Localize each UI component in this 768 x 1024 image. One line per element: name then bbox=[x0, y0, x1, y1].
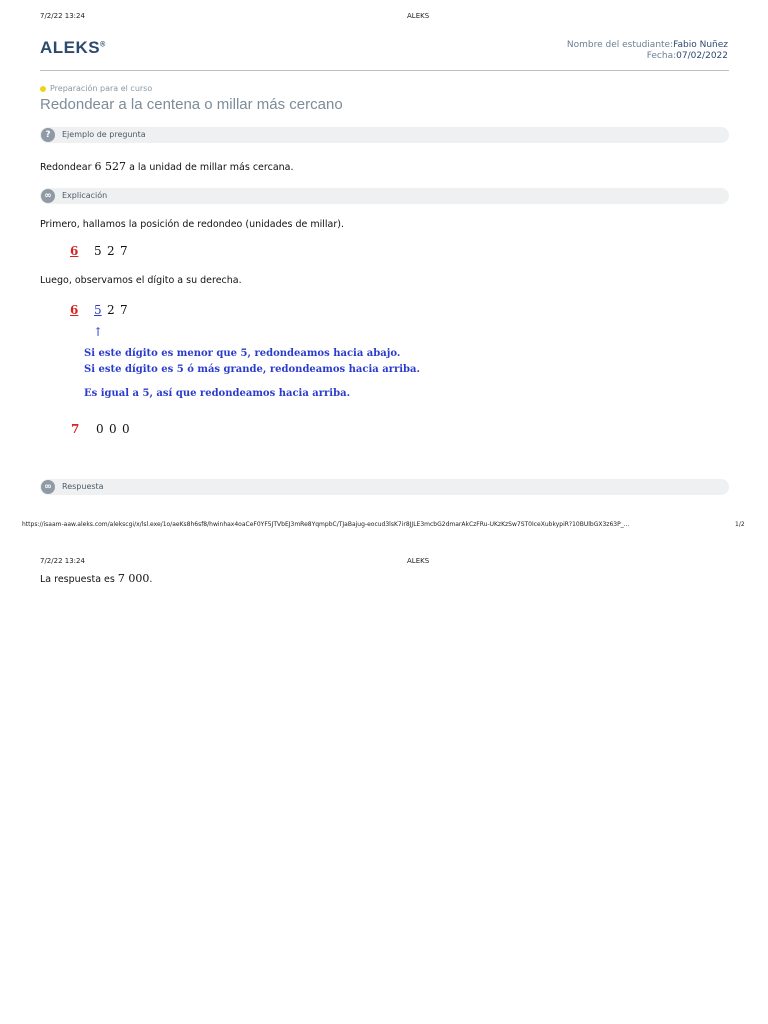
student-info bbox=[567, 40, 728, 62]
answer-section-header bbox=[40, 479, 729, 495]
page-url: https://isaam-aaw.aleks.com/alekscgi/x/lsl.exe/1o/aeKs8h6sf8/hwinhax4oaCeF0YF5JTVbEJ3mRe8YqmpbC/TJaBajug-eocud3lsK7ir8JJLE3mcbG2dmarAkCzFRu-UKzKzSw7ST0IceXubkypiR?10BUlbGX3z63P_... bbox=[22, 521, 630, 528]
row1-digit-thousands: 6 bbox=[70, 244, 79, 258]
logo-mark: ® bbox=[100, 41, 106, 49]
question-section-label: Ejemplo de pregunta bbox=[62, 130, 146, 139]
rule-conclusion: Es igual a 5, así que redondeamos hacia arriba. bbox=[84, 388, 351, 399]
answer-pre: La respuesta es bbox=[40, 574, 115, 585]
row3-digit-thousands: 7 bbox=[71, 422, 80, 436]
row2-digit-thousands: 6 bbox=[70, 303, 79, 317]
page2-print-title: ALEKS bbox=[407, 557, 430, 565]
answer-text bbox=[40, 572, 152, 585]
explanation-section-header bbox=[40, 188, 729, 204]
print-title: ALEKS bbox=[407, 12, 430, 20]
topic-category: Preparación para el curso bbox=[50, 84, 153, 93]
rule-less-than-five: Si este dígito es menor que 5, redondeamos hacia abajo. bbox=[84, 348, 401, 359]
question-pre: Redondear bbox=[40, 162, 92, 173]
question-number: 6 527 bbox=[94, 160, 127, 173]
question-text bbox=[40, 160, 294, 173]
question-post: a la unidad de millar más cercana. bbox=[129, 162, 294, 173]
page2-print-datetime: 7/2/22 13:24 bbox=[40, 557, 85, 565]
explanation-section-label: Explicación bbox=[62, 191, 108, 200]
row1-digit-tens: 2 bbox=[107, 244, 115, 258]
date-value: 07/02/2022 bbox=[676, 51, 728, 61]
explanation-step2: Luego, observamos el dígito a su derecha. bbox=[40, 275, 242, 286]
row3-digit-units: 0 bbox=[122, 422, 130, 436]
rule-five-or-more: Si este dígito es 5 ó más grande, redondeamos hacia arriba. bbox=[84, 364, 421, 375]
row1-digit-units: 7 bbox=[120, 244, 128, 258]
page-number: 1/2 bbox=[735, 521, 745, 528]
answer-section-label: Respuesta bbox=[62, 482, 104, 491]
up-arrow-icon: ↑ bbox=[93, 325, 104, 339]
explanation-icon: ∞ bbox=[41, 189, 55, 203]
print-datetime: 7/2/22 13:24 bbox=[40, 12, 85, 20]
question-section-header bbox=[40, 127, 729, 143]
status-dot-icon bbox=[40, 86, 46, 92]
answer-post: . bbox=[149, 574, 153, 585]
page-title: Redondear a la centena o millar más cercano bbox=[40, 96, 343, 113]
explanation-step1: Primero, hallamos la posición de redondeo (unidades de millar). bbox=[40, 219, 344, 230]
row2-digit-tens: 2 bbox=[107, 303, 115, 317]
row2-digit-units: 7 bbox=[120, 303, 128, 317]
logo-text: ALEKS bbox=[40, 38, 101, 57]
row1-digit-hundreds: 5 bbox=[94, 244, 102, 258]
question-icon: ? bbox=[41, 128, 55, 142]
header-divider bbox=[40, 70, 729, 71]
student-name-label: Nombre del estudiante: bbox=[566, 40, 674, 50]
row3-digit-tens: 0 bbox=[109, 422, 117, 436]
row2-digit-hundreds: 5 bbox=[94, 303, 102, 317]
row3-digit-hundreds: 0 bbox=[96, 422, 104, 436]
date-label: Fecha: bbox=[646, 51, 677, 61]
aleks-logo bbox=[40, 38, 106, 58]
student-name: Fabio Nuñez bbox=[673, 40, 728, 50]
answer-icon: ∞ bbox=[41, 480, 55, 494]
answer-value: 7 000 bbox=[117, 572, 150, 585]
